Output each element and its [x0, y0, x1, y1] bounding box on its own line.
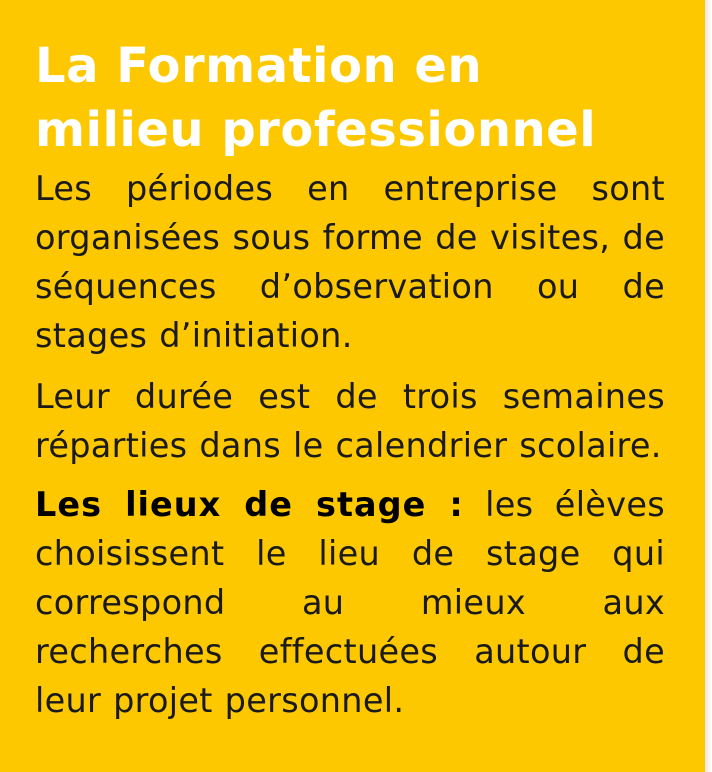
paragraph-locations [35, 480, 665, 725]
paragraph-duration: Leur durée est de trois semaines réparties dans le calendrier scolaire. [35, 377, 665, 465]
page-edge-shadow [705, 0, 712, 772]
title-line-1: La Formation en [35, 38, 483, 94]
title-line-2: milieu professionnel [35, 102, 597, 158]
page-title [35, 34, 665, 162]
paragraph-locations-text: les élèves choisissent le lieu de stage qui correspond au mieux aux recherches effectuées autour de leur projet personnel. [35, 485, 665, 720]
paragraph-locations-lead: Les lieux de stage : [35, 485, 464, 524]
paragraph-periods: Les périodes en entreprise sont organisées sous forme de visites, de séquences d’observation ou de stages d’initiation. [35, 169, 665, 355]
